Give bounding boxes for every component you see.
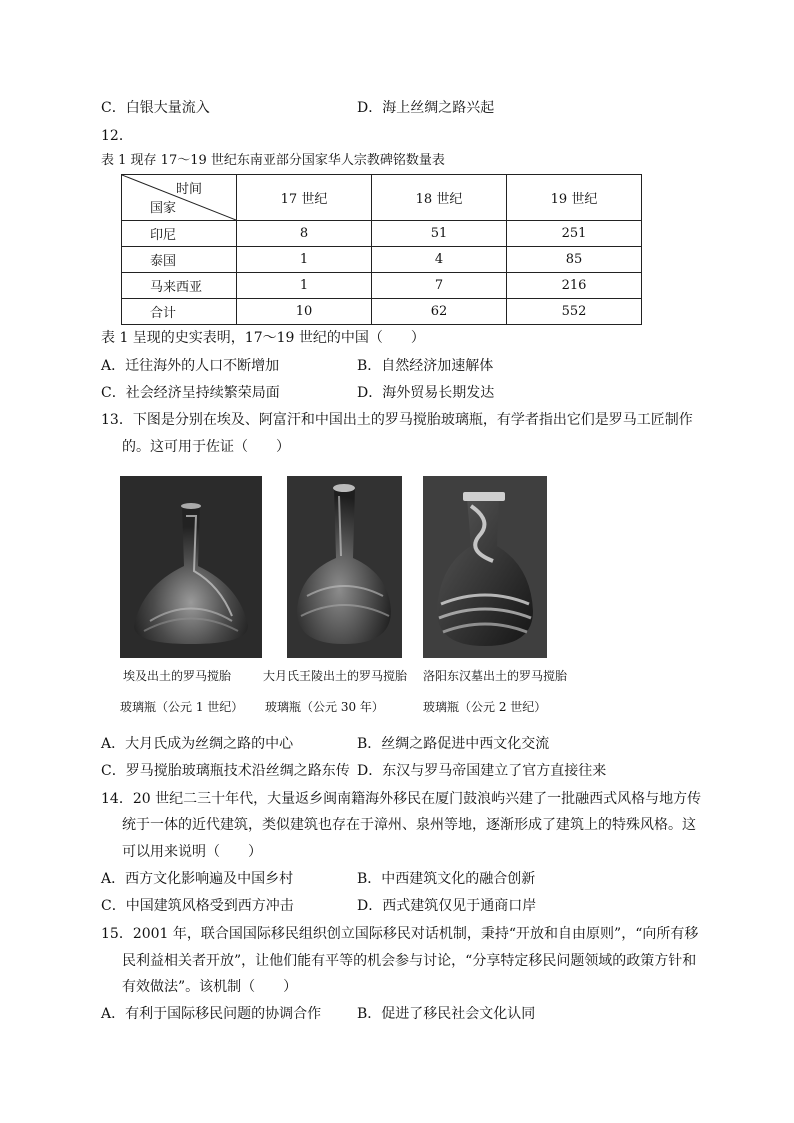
table-cell: 7 <box>372 273 507 299</box>
q12-table-title: 表 1 现存 17～19 世纪东南亚部分国家华人宗教碑铭数量表 <box>101 153 445 168</box>
row-label: 泰国 <box>122 247 237 273</box>
q12-table <box>121 174 642 325</box>
table-cell: 251 <box>507 221 642 247</box>
q15-stem-line3: 有效做法”。该机制（ ） <box>122 979 298 995</box>
table-cell: 62 <box>372 299 507 325</box>
column-header: 19 世纪 <box>507 175 642 221</box>
column-header: 17 世纪 <box>237 175 372 221</box>
q12-number: 12． <box>101 128 133 144</box>
caption-luoyang-line2: 玻璃瓶（公元 2 世纪） <box>423 700 547 714</box>
caption-egypt-line1: 埃及出土的罗马搅胎 <box>123 669 232 683</box>
row-label: 印尼 <box>122 221 237 247</box>
q14-stem-line2: 统于一体的近代建筑，类似建筑也存在于漳州、泉州等地，逐渐形成了建筑上的特殊风格。这 <box>122 817 696 833</box>
q13-option-a: A．大月氏成为丝绸之路的中心 <box>101 736 294 752</box>
caption-afghanistan-line2: 玻璃瓶（公元 30 年） <box>265 700 384 714</box>
q11-option-d: D．海上丝绸之路兴起 <box>357 100 495 116</box>
q14-option-d: D．西式建筑仅见于通商口岸 <box>357 898 537 914</box>
q15-stem-line2: 民利益相关者开放”，让他们能有平等的机会参与讨论，“分享特定移民问题领域的政策方针和 <box>122 953 697 969</box>
table-cell: 1 <box>237 273 372 299</box>
luoyang-glass-vase-photo <box>423 476 547 658</box>
table-row <box>122 221 642 247</box>
diagonal-header-cell <box>122 175 237 221</box>
table-cell: 10 <box>237 299 372 325</box>
q11-option-c: C．白银大量流入 <box>101 100 210 116</box>
caption-egypt-line2: 玻璃瓶（公元 1 世纪） <box>120 700 244 714</box>
row-label: 马来西亚 <box>122 273 237 299</box>
diag-header-country: 国家 <box>150 201 177 216</box>
caption-luoyang-line1: 洛阳东汉墓出土的罗马搅胎 <box>423 669 568 683</box>
diag-header-time: 时间 <box>175 182 202 197</box>
q14-option-b: B．中西建筑文化的融合创新 <box>357 871 536 887</box>
q15-stem-line1: 15．2001 年，联合国国际移民组织创立国际移民对话机制，秉持“开放和自由原则”，“向所有移 <box>101 926 699 942</box>
q13-option-b: B．丝绸之路促进中西文化交流 <box>357 736 550 752</box>
q12-option-a: A．迁往海外的人口不断增加 <box>101 358 280 374</box>
table-row <box>122 247 642 273</box>
q14-stem-line1: 14．20 世纪二三十年代，大量返乡闽南籍海外移民在厦门鼓浪屿兴建了一批融西式风格与地方传 <box>101 791 702 807</box>
q14-option-c: C．中国建筑风格受到西方冲击 <box>101 898 294 914</box>
table-cell: 4 <box>372 247 507 273</box>
table-cell: 85 <box>507 247 642 273</box>
caption-afghanistan-line1: 大月氏王陵出土的罗马搅胎 <box>263 669 408 683</box>
q15-option-a: A．有利于国际移民问题的协调合作 <box>101 1006 322 1022</box>
q12-option-d: D．海外贸易长期发达 <box>357 385 495 401</box>
q12-stem: 表 1 呈现的史实表明，17～19 世纪的中国（ ） <box>101 330 425 346</box>
table-cell: 51 <box>372 221 507 247</box>
q14-stem-line3: 可以用来说明（ ） <box>122 844 262 860</box>
q15-option-b: B．促进了移民社会文化认同 <box>357 1006 536 1022</box>
q13-option-d: D．东汉与罗马帝国建立了官方直接往来 <box>357 763 607 779</box>
table-cell: 1 <box>237 247 372 273</box>
column-header: 18 世纪 <box>372 175 507 221</box>
q12-option-b: B．自然经济加速解体 <box>357 358 494 374</box>
q13-stem-line1: 13．下图是分别在埃及、阿富汗和中国出土的罗马搅胎玻璃瓶，有学者指出它们是罗马工匠制作 <box>101 412 693 428</box>
q14-option-a: A．西方文化影响遍及中国乡村 <box>101 871 294 887</box>
table-header-row <box>122 175 642 221</box>
table-cell: 8 <box>237 221 372 247</box>
table-row <box>122 273 642 299</box>
afghanistan-glass-vase-photo <box>287 476 402 658</box>
q13-stem-line2: 的。这可用于佐证（ ） <box>122 439 290 455</box>
row-label: 合计 <box>122 299 237 325</box>
table-cell: 216 <box>507 273 642 299</box>
q12-option-c: C．社会经济呈持续繁荣局面 <box>101 385 280 401</box>
q13-option-c: C．罗马搅胎玻璃瓶技术沿丝绸之路东传 <box>101 763 350 779</box>
egypt-glass-vase-photo <box>120 476 262 658</box>
table-row <box>122 299 642 325</box>
table-cell: 552 <box>507 299 642 325</box>
